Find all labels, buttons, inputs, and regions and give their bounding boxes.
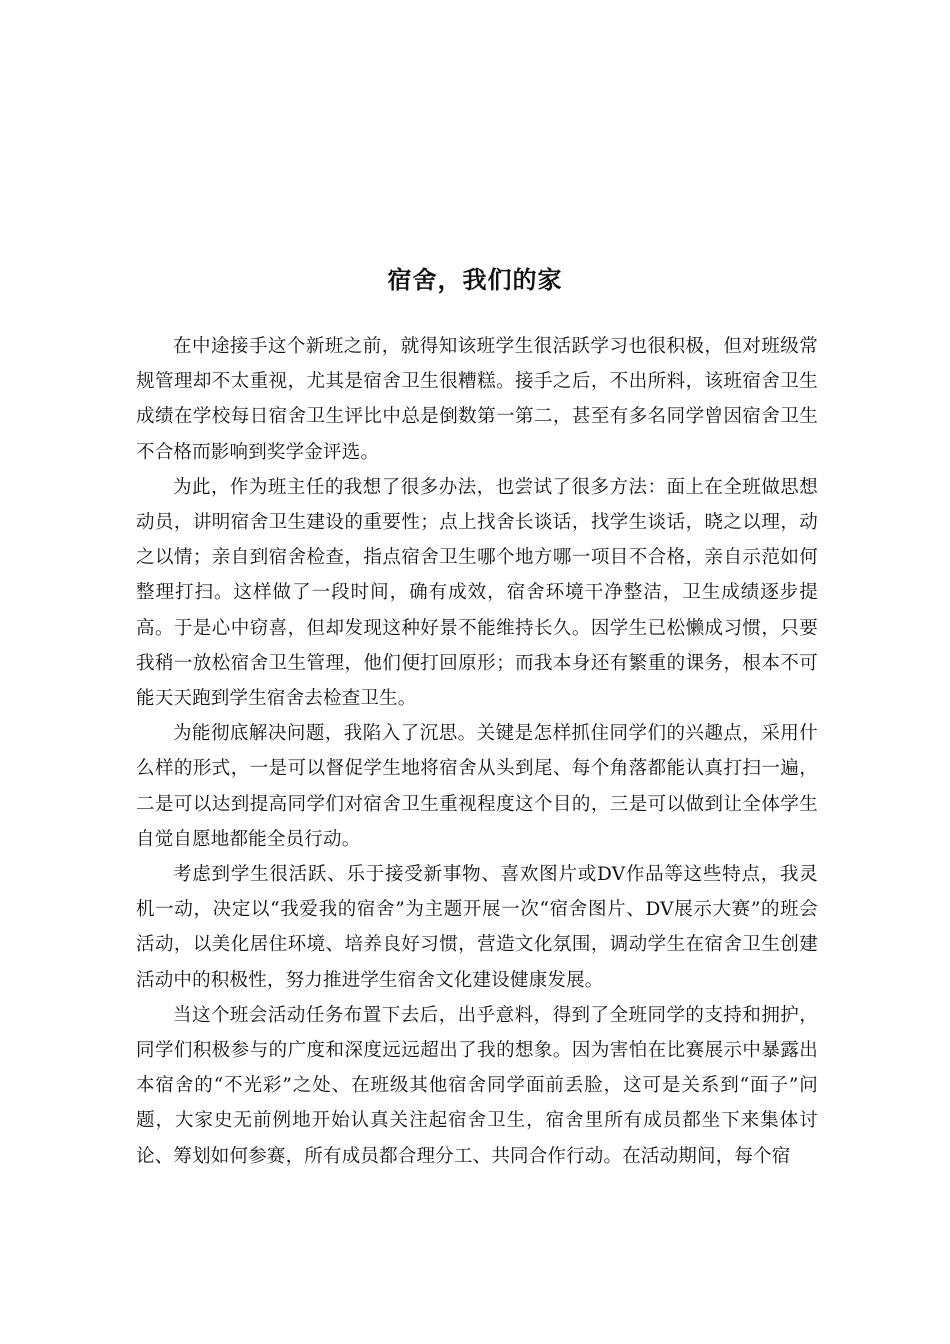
document-title: 宿舍，我们的家 (387, 266, 563, 295)
document-body (136, 329, 818, 1174)
paragraph-2: 为此，作为班主任的我想了很多办法，也尝试了很多方法：面上在全班做思想动员，讲明宿舍卫生建设的重要性；点上找舍长谈话，找学生谈话，晓之以理，动之以情；亲自到宿舍检查，指点宿舍卫生哪个地方哪一项目不合格，亲自示范如何整理打扫。这样做了一段时间，确有成效，宿舍环境干净整洁，卫生成绩逐步提高。于是心中窃喜，但却发现这种好景不能维持长久。因学生已松懒成习惯，只要我稍一放松宿舍卫生管理，他们便打回原形；而我本身还有繁重的课务，根本不可能天天跑到学生宿舍去检查卫生。 (136, 476, 818, 710)
paragraph-4: 考虑到学生很活跃、乐于接受新事物、喜欢图片或DV作品等这些特点，我灵机一动，决定以“我爱我的宿舍”为主题开展一次“宿舍图片、DV展示大赛”的班会活动，以美化居住环境、培养良好习惯，营造文化氛围，调动学生在宿舍卫生创建活动中的积极性，努力推进学生宿舍文化建设健康发展。 (136, 864, 818, 991)
paragraph-1: 在中途接手这个新班之前，就得知该班学生很活跃学习也很积极，但对班级常规管理却不太重视，尤其是宿舍卫生很糟糕。接手之后，不出所料，该班宿舍卫生成绩在学校每日宿舍卫生评比中总是倒数第一第二，甚至有多名同学曾因宿舍卫生不合格而影响到奖学金评选。 (136, 336, 818, 463)
paragraph-3: 为能彻底解决问题，我陷入了沉思。关键是怎样抓住同学们的兴趣点，采用什么样的形式，一是可以督促学生地将宿舍从头到尾、每个角落都能认真打扫一遍，二是可以达到提高同学们对宿舍卫生重视程度这个目的，三是可以做到让全体学生自觉自愿地都能全员行动。 (136, 723, 818, 850)
paragraph-5: 当这个班会活动任务布置下去后，出乎意料，得到了全班同学的支持和拥护，同学们积极参与的广度和深度远远超出了我的想象。因为害怕在比赛展示中暴露出本宿舍的“不光彩”之处、在班级其他宿舍同学面前丢脸，这可是关系到“面子”问题，大家史无前例地开始认真关注起宿舍卫生，宿舍里所有成员都坐下来集体讨论、筹划如何参赛，所有成员都合理分工、共同合作行动。在活动期间，每个宿 (136, 1004, 818, 1167)
